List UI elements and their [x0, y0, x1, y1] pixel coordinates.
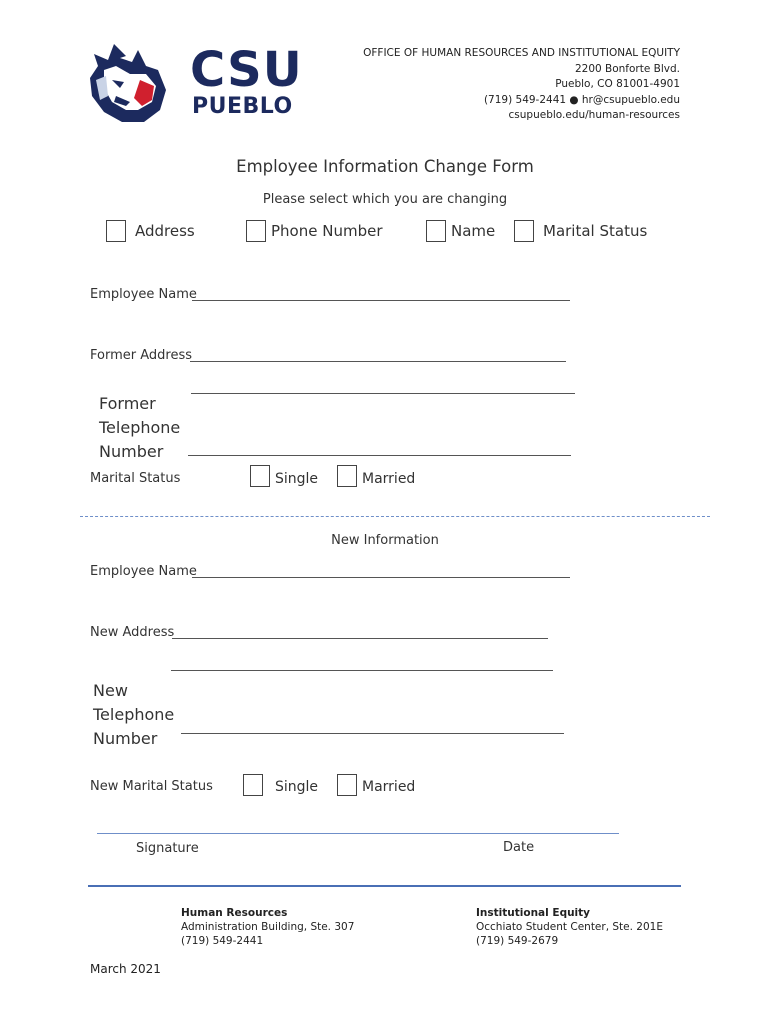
new-address-field-line2[interactable]: [171, 670, 553, 671]
new-single-label: Single: [275, 779, 319, 795]
logo-pueblo-text: PUEBLO: [192, 94, 293, 119]
footer-hr-location: Administration Building, Ste. 307: [181, 921, 355, 933]
former-telephone-label-line1: Former: [99, 394, 156, 413]
former-employee-name-label: Employee Name: [90, 287, 197, 302]
new-marital-status-label: New Marital Status: [90, 779, 213, 794]
name-checkbox[interactable]: [426, 220, 446, 242]
footer-equity-title: Institutional Equity: [476, 907, 591, 919]
new-employee-name-label: Employee Name: [90, 564, 197, 579]
revision-date: March 2021: [90, 962, 161, 976]
office-city: Pueblo, CO 81001-4901: [555, 78, 680, 90]
former-telephone-label-line3: Number: [99, 442, 164, 461]
signature-label: Signature: [136, 841, 199, 856]
new-address-label: New Address: [90, 625, 175, 640]
former-married-checkbox[interactable]: [337, 465, 357, 487]
new-married-label: Married: [362, 779, 416, 795]
new-telephone-label-line3: Number: [93, 729, 158, 748]
thunderwolf-mascot-icon: [86, 40, 168, 124]
new-telephone-label: [93, 679, 174, 751]
footer-hr-phone: (719) 549-2441: [181, 935, 264, 947]
office-address-block: [363, 46, 680, 124]
phone-number-option-label: Phone Number: [271, 222, 383, 240]
marital-status-checkbox[interactable]: [514, 220, 534, 242]
section-divider: [80, 516, 710, 517]
former-telephone-field[interactable]: [188, 455, 571, 456]
former-telephone-label-line2: Telephone: [99, 418, 181, 437]
former-address-field-line1[interactable]: [190, 361, 566, 362]
footer-equity-location: Occhiato Student Center, Ste. 201E: [476, 921, 663, 933]
former-single-checkbox[interactable]: [250, 465, 270, 487]
logo-csu-text: CSU: [190, 42, 303, 98]
new-single-checkbox[interactable]: [243, 774, 263, 796]
new-telephone-label-line1: New: [93, 681, 128, 700]
date-label: Date: [503, 840, 535, 855]
former-married-label: Married: [362, 471, 416, 487]
new-telephone-label-line2: Telephone: [93, 705, 175, 724]
new-information-heading: New Information: [331, 533, 439, 548]
office-phone-email: (719) 549-2441 ● hr@csupueblo.edu: [483, 93, 680, 106]
office-website: csupueblo.edu/human-resources: [508, 109, 680, 121]
office-name: OFFICE OF HUMAN RESOURCES AND INSTITUTIONAL EQUITY: [363, 47, 680, 59]
former-single-label: Single: [275, 471, 319, 487]
new-telephone-field[interactable]: [181, 733, 564, 734]
signature-line[interactable]: [97, 833, 619, 834]
former-employee-name-field[interactable]: [192, 300, 570, 301]
former-telephone-label: [99, 392, 180, 464]
footer-hr-contact: [181, 906, 354, 948]
address-option-label: Address: [135, 222, 195, 240]
csu-pueblo-logo: [86, 40, 301, 124]
form-title: Employee Information Change Form: [236, 157, 534, 176]
footer-rule: [88, 885, 681, 887]
footer-equity-contact: [476, 906, 663, 948]
former-address-field-line2[interactable]: [191, 393, 575, 394]
phone-number-checkbox[interactable]: [246, 220, 266, 242]
marital-status-option-label: Marital Status: [543, 222, 648, 240]
address-checkbox[interactable]: [106, 220, 126, 242]
former-address-label: Former Address: [90, 348, 192, 363]
new-married-checkbox[interactable]: [337, 774, 357, 796]
name-option-label: Name: [451, 222, 496, 240]
former-marital-status-label: Marital Status: [90, 471, 181, 486]
new-address-field-line1[interactable]: [172, 638, 548, 639]
form-instruction: Please select which you are changing: [262, 192, 508, 207]
new-employee-name-field[interactable]: [192, 577, 570, 578]
office-street: 2200 Bonforte Blvd.: [574, 62, 680, 75]
footer-hr-title: Human Resources: [181, 907, 288, 919]
footer-equity-phone: (719) 549-2679: [476, 935, 559, 947]
